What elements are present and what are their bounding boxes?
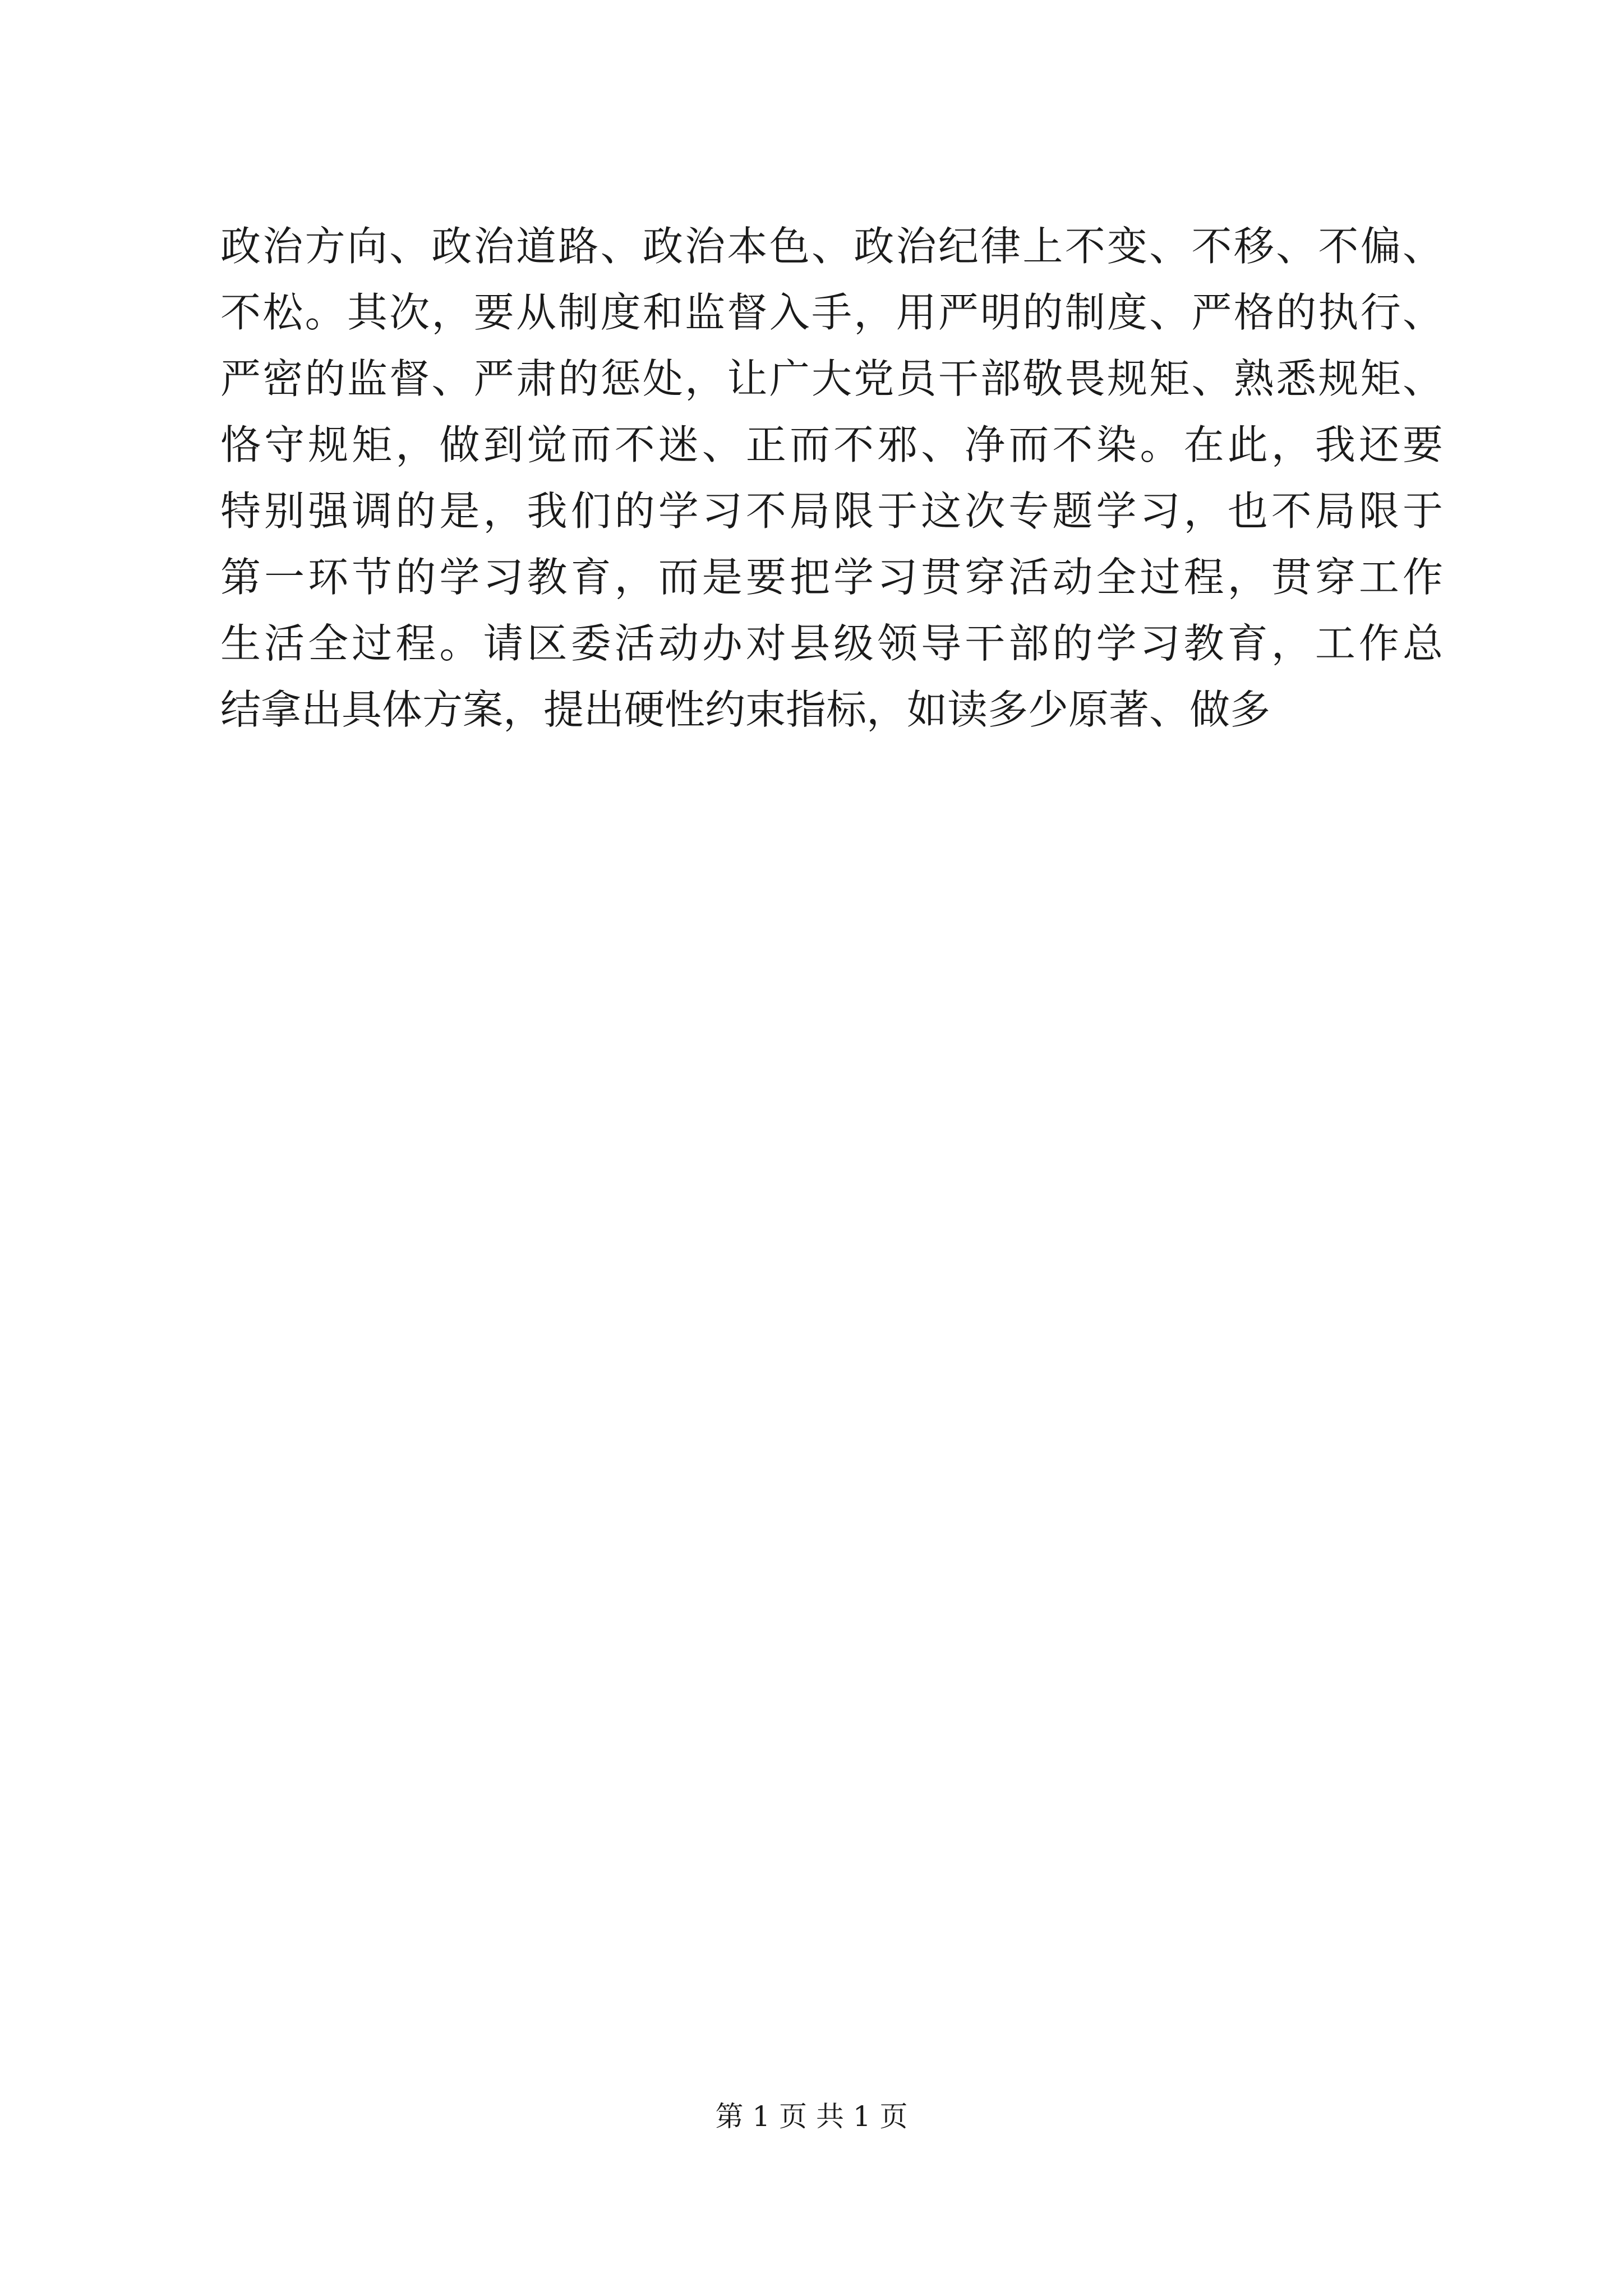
text-line-1: 政治方向、政治道路、政治本色、政治纪律上不变、不移、不偏、 [220, 223, 1443, 270]
text-line-5: 特别强调的是，我们的学习不局限于这次专题学习，也不局限于 [220, 487, 1443, 535]
page-number-footer: 第 1 页 共 1 页 [715, 2100, 908, 2133]
text-line-6: 第一环节的学习教育，而是要把学习贯穿活动全过程，贯穿工作 [220, 554, 1443, 601]
text-line-7: 生活全过程。请区委活动办对县级领导干部的学习教育，工作总 [220, 620, 1443, 667]
text-line-3: 严密的监督、严肃的惩处，让广大党员干部敬畏规矩、熟悉规矩、 [220, 355, 1443, 402]
text-line-4: 恪守规矩，做到觉而不迷、正而不邪、净而不染。在此，我还要 [220, 421, 1443, 468]
text-line-8: 结拿出具体方案，提出硬性约束指标，如读多少原著、做多 [220, 686, 1271, 733]
body-paragraph [220, 213, 1443, 743]
text-line-2: 不松。其次，要从制度和监督入手，用严明的制度、严格的执行、 [220, 289, 1443, 336]
